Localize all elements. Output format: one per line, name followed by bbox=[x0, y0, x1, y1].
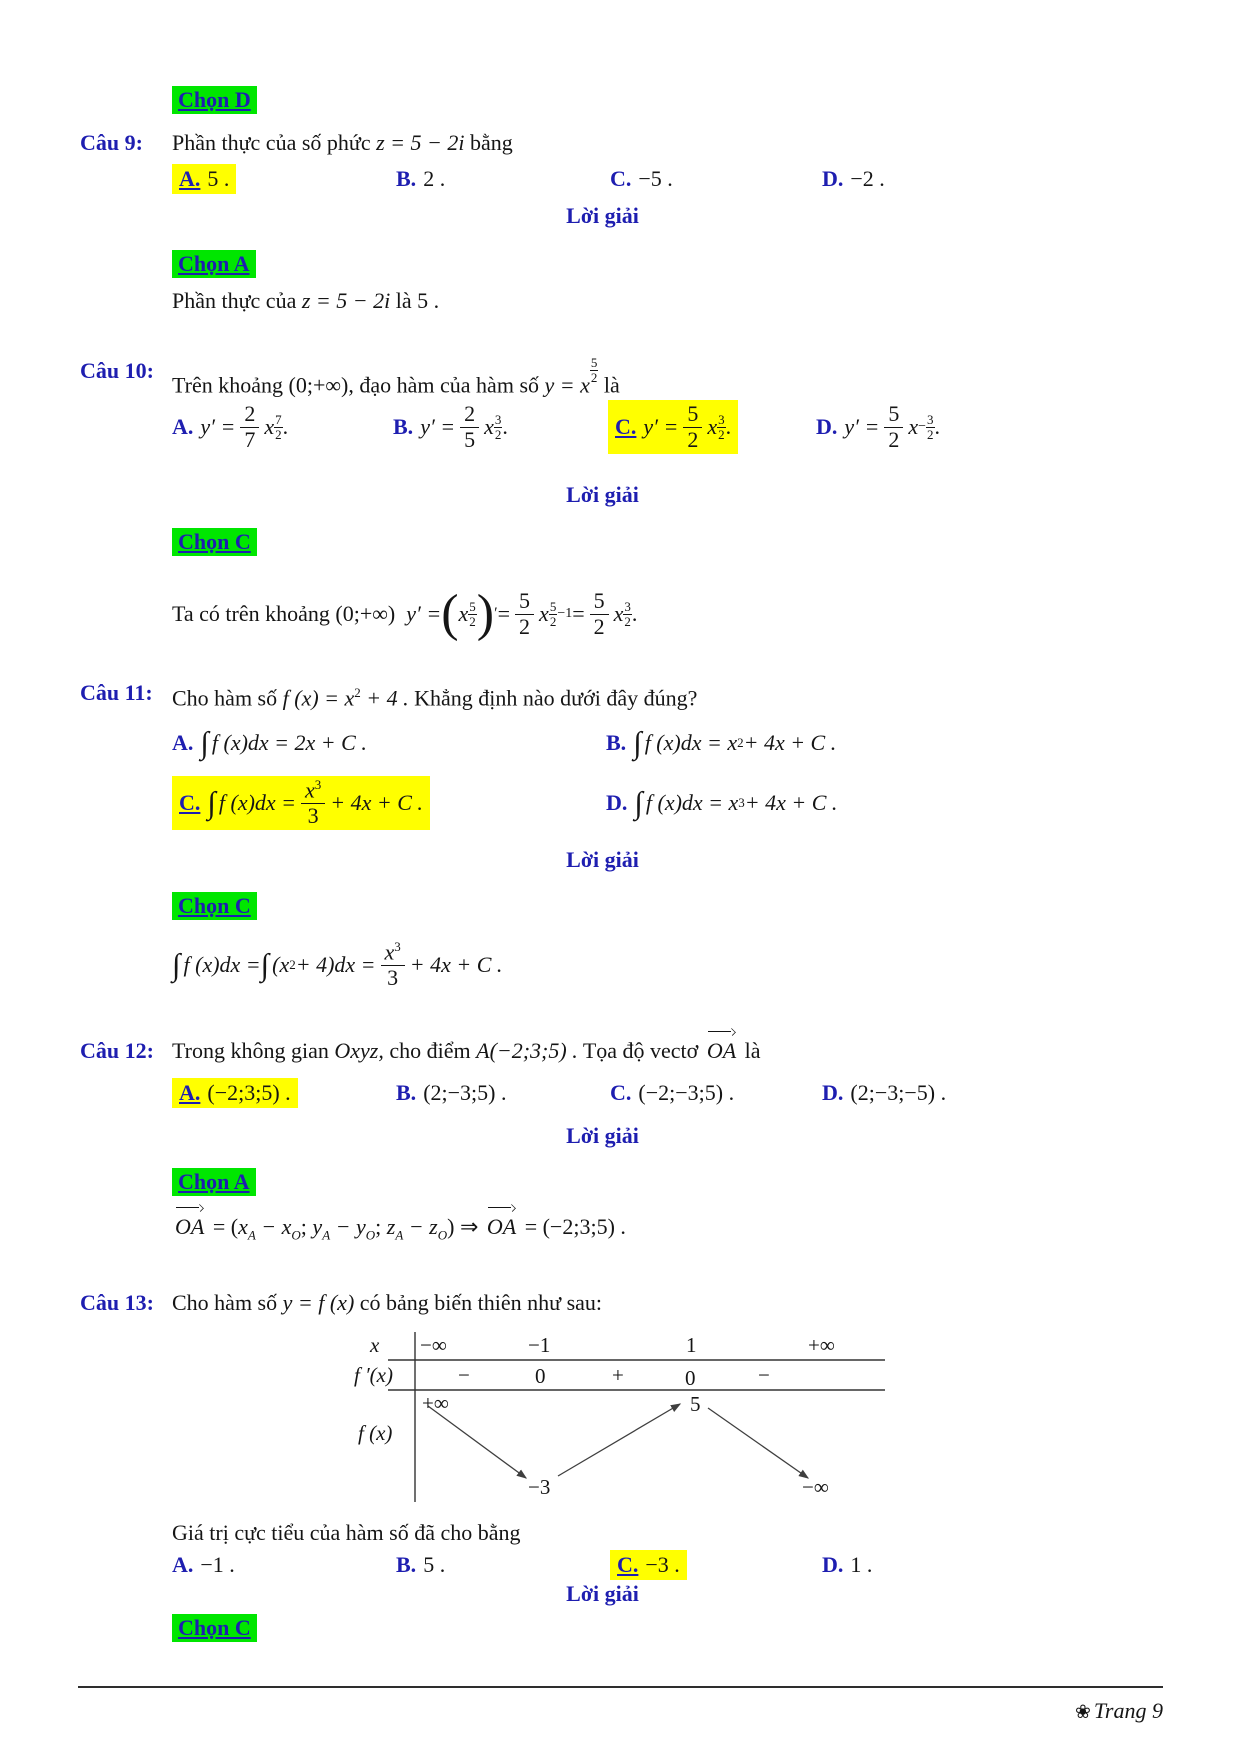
limit-top-left: +∞ bbox=[422, 1391, 449, 1415]
option-b-base: x bbox=[484, 414, 494, 439]
option-a-letter: A. bbox=[179, 166, 201, 191]
loi-giai-label: Lời giải bbox=[566, 482, 639, 507]
question-13 bbox=[80, 1288, 154, 1318]
chosen-answer-label: Chọn C bbox=[172, 1614, 257, 1642]
option-a-text: 5 . bbox=[207, 166, 230, 191]
sign: + bbox=[612, 1363, 624, 1387]
fraction: $\frac{5}{2}$ bbox=[590, 589, 609, 638]
option-a-letter: A. bbox=[172, 1552, 194, 1577]
option-c bbox=[610, 1080, 822, 1106]
option-d-letter: D. bbox=[822, 166, 844, 191]
chosen-answer-label: Chọn A bbox=[172, 250, 256, 278]
loi-giai-label: Lời giải bbox=[566, 203, 639, 228]
fraction: $\frac{x^3}{3}$ bbox=[301, 778, 325, 828]
solution-10-lead: y′ = bbox=[406, 601, 442, 626]
answer-11 bbox=[172, 892, 257, 920]
option-a-letter: A. bbox=[172, 414, 194, 439]
limit-bottom-right: −∞ bbox=[802, 1475, 829, 1499]
x-tick: −1 bbox=[528, 1333, 551, 1357]
vector-oa: OA bbox=[487, 1212, 516, 1242]
page-footer bbox=[860, 1698, 1163, 1724]
option-a-body: f (x)dx = 2x + C . bbox=[211, 730, 367, 755]
loi-giai-9 bbox=[80, 203, 1125, 229]
option-c-text: (−2;−3;5) . bbox=[638, 1080, 735, 1105]
fraction: $\frac{2}{5}$ bbox=[460, 402, 479, 451]
option-b: B. ∫ f (x)dx = x 2 + 4x + C . bbox=[606, 725, 837, 760]
question-10-pre: Trên khoảng bbox=[172, 372, 284, 398]
vector-oa: OA bbox=[175, 1212, 204, 1242]
option-b-letter: B. bbox=[393, 414, 414, 439]
question-12-point: A(−2;3;5) . bbox=[476, 1038, 578, 1063]
fraction: $\frac{5}{2}$ bbox=[884, 402, 903, 451]
question-13-post: Giá trị cực tiểu của hàm số đã cho bằng bbox=[172, 1520, 521, 1545]
sign: 0 bbox=[685, 1366, 696, 1390]
x-tick: −∞ bbox=[420, 1333, 447, 1357]
question-10-math: y = x bbox=[544, 372, 590, 398]
option-b-text: 5 . bbox=[423, 1552, 446, 1577]
correct-answer-highlight: C. y′ = $\frac{5}{2}$ x 3 2 . bbox=[608, 400, 738, 453]
correct-answer-highlight bbox=[172, 164, 236, 194]
solution-12: OA = ($x_A - x_O$; $y_A - y_O$; $z_A - z_O$) ⇒ OA = (−2;3;5) . bbox=[175, 1214, 626, 1243]
option-a-text: −1 . bbox=[200, 1552, 235, 1577]
solution-9-math: z = 5 − 2i bbox=[301, 288, 391, 313]
question-9 bbox=[80, 128, 143, 158]
question-11-pre: Cho hàm số bbox=[172, 685, 278, 711]
question-10-interval: (0;+∞) bbox=[288, 372, 349, 398]
local-max-value: 5 bbox=[690, 1392, 701, 1416]
exponent-fraction: 5 2 bbox=[549, 598, 557, 629]
chosen-answer-label: Chọn C bbox=[172, 528, 257, 556]
solution-11: ∫ f (x)dx = ∫ (x 2 + 4)dx = $\frac{x^3}{3}$ + 4x + C . bbox=[172, 939, 503, 990]
option-c bbox=[172, 776, 606, 830]
solution-10: Ta có trên khoảng (0;+∞) y′ = ( x 5 2 ) ′ = $\frac{5}{2}$ x 5 2 −1 = $\frac{5}{2}$ x 3 2 . bbox=[172, 585, 638, 642]
question-13-options bbox=[172, 1550, 1157, 1580]
question-13-text bbox=[172, 1288, 602, 1318]
x-tick: +∞ bbox=[808, 1333, 835, 1357]
correct-answer-highlight bbox=[172, 1078, 298, 1108]
loi-giai-11 bbox=[80, 847, 1125, 873]
question-9-text-suf: bằng bbox=[469, 130, 513, 155]
chosen-answer-label: Chọn C bbox=[172, 892, 257, 920]
exponent-fraction: 5 2 bbox=[469, 598, 476, 629]
question-9-text bbox=[172, 128, 513, 158]
option-c-base: x bbox=[707, 414, 718, 439]
question-11-suf: Khẳng định nào dưới đây đúng? bbox=[414, 685, 698, 711]
option-a-letter: A. bbox=[179, 1080, 201, 1105]
fraction: $\frac{5}{2}$ bbox=[683, 402, 702, 451]
option-c bbox=[608, 400, 816, 453]
option-a-letter: A. bbox=[172, 730, 194, 755]
loi-giai-10 bbox=[80, 482, 1125, 508]
option-b-letter: B. bbox=[396, 1080, 417, 1105]
fraction: $\frac{2}{7}$ bbox=[240, 402, 259, 451]
option-c-letter: C. bbox=[179, 789, 201, 815]
chosen-answer-label: Chọn A bbox=[172, 1168, 256, 1196]
option-d-letter: D. bbox=[816, 414, 838, 439]
option-b-letter: B. bbox=[396, 166, 417, 191]
option-c-letter: C. bbox=[615, 414, 637, 439]
question-11 bbox=[80, 678, 153, 708]
loi-giai-label: Lời giải bbox=[566, 1581, 639, 1606]
option-b bbox=[396, 1552, 610, 1578]
implies-arrow: ⇒ bbox=[459, 1214, 479, 1239]
option-a: A. ∫ f (x)dx = 2x + C . bbox=[172, 725, 367, 760]
solution-10-interval: (0;+∞) bbox=[335, 601, 396, 626]
option-b-text: 2 . bbox=[423, 166, 446, 191]
question-10-options bbox=[172, 398, 1157, 456]
option-c bbox=[610, 166, 822, 192]
sign: − bbox=[458, 1363, 470, 1387]
solution-10-pre: Ta có trên khoảng bbox=[172, 601, 330, 626]
option-c-lead: y′ = bbox=[643, 414, 679, 439]
fraction: $\frac{x^3}{3}$ bbox=[381, 940, 405, 990]
correct-answer-highlight bbox=[610, 1550, 687, 1580]
question-10-mid: , đạo hàm của hàm số bbox=[348, 372, 539, 398]
option-c-text: −3 . bbox=[645, 1552, 680, 1577]
row-label-f: f (x) bbox=[358, 1421, 393, 1445]
option-c-letter: C. bbox=[617, 1552, 639, 1577]
loi-giai-13 bbox=[80, 1581, 1125, 1607]
footer-divider bbox=[78, 1686, 1163, 1688]
option-c bbox=[610, 1550, 822, 1580]
correct-answer-highlight: C. ∫ f (x)dx = $\frac{x^3}{3}$ + 4x + C . bbox=[172, 776, 430, 830]
option-c-letter: C. bbox=[610, 1080, 632, 1105]
option-d-letter: D. bbox=[606, 790, 628, 815]
question-9-math: z = 5 − 2i bbox=[376, 130, 465, 155]
question-11-number: Câu 11: bbox=[80, 680, 153, 705]
variation-table bbox=[340, 1326, 920, 1516]
option-a-text: (−2;3;5) . bbox=[207, 1080, 291, 1105]
option-a-base: x bbox=[264, 414, 275, 439]
question-10-suf: là bbox=[603, 372, 620, 398]
question-13-number: Câu 13: bbox=[80, 1290, 154, 1315]
question-9-options bbox=[172, 164, 1157, 194]
option-c-letter: C. bbox=[610, 166, 632, 191]
local-min-value: −3 bbox=[528, 1475, 551, 1499]
option-d bbox=[822, 1080, 946, 1106]
answer-9 bbox=[172, 250, 256, 278]
question-9-number: Câu 9: bbox=[80, 130, 143, 155]
option-d-text: −2 . bbox=[850, 166, 885, 191]
option-b-letter: B. bbox=[606, 730, 627, 755]
loi-giai-12 bbox=[80, 1123, 1125, 1149]
question-11-options-cd bbox=[172, 764, 837, 842]
chosen-answer-label: Chọn D bbox=[172, 86, 257, 114]
florette-icon: ❀ bbox=[1074, 1701, 1091, 1723]
option-d-lead: y′ = bbox=[844, 414, 880, 439]
option-d bbox=[822, 1552, 872, 1578]
question-13-suf: có bảng biến thiên như sau: bbox=[359, 1290, 603, 1315]
option-b bbox=[396, 1080, 610, 1106]
exponent-fraction: $\frac{5}{2}$ bbox=[590, 355, 598, 385]
option-d-base: x bbox=[908, 414, 919, 439]
exponent-fraction: 3 2 bbox=[718, 411, 725, 442]
question-10-number: Câu 10: bbox=[80, 358, 154, 383]
option-a bbox=[172, 164, 396, 194]
sign: − bbox=[758, 1363, 770, 1387]
option-a bbox=[172, 1552, 396, 1578]
sign: 0 bbox=[535, 1364, 546, 1388]
question-10-text bbox=[172, 356, 620, 401]
solution-9 bbox=[172, 286, 439, 316]
row-label-x: x bbox=[370, 1333, 380, 1357]
exponent-fraction: $\frac{3}{2}$ bbox=[927, 411, 934, 442]
option-b: B. y′ = $\frac{2}{5}$ x 3 2 . bbox=[393, 401, 508, 452]
question-9-text-pre: Phần thực của số phức bbox=[172, 130, 371, 155]
option-b bbox=[396, 166, 610, 192]
question-13-pre: Cho hàm số bbox=[172, 1290, 278, 1315]
option-d-letter: D. bbox=[822, 1552, 844, 1577]
option-a bbox=[172, 1078, 396, 1108]
answer-10 bbox=[172, 528, 257, 556]
option-d-text: 1 . bbox=[850, 1552, 873, 1577]
question-10 bbox=[80, 356, 154, 386]
exponent-fraction: 3 2 bbox=[624, 598, 631, 629]
option-a: A. y′ = $\frac{2}{7}$ x 7 2 . bbox=[172, 401, 289, 452]
option-a-lead: y′ = bbox=[200, 414, 236, 439]
question-12-oxyz: Oxyz, bbox=[334, 1038, 384, 1063]
option-b-letter: B. bbox=[396, 1552, 417, 1577]
question-12-options bbox=[172, 1078, 1157, 1108]
solution-9-suf: là 5 . bbox=[395, 288, 440, 313]
loi-giai-label: Lời giải bbox=[566, 1123, 639, 1148]
question-13-math: y = f (x) bbox=[282, 1290, 355, 1315]
answer-chon-d bbox=[172, 86, 257, 114]
prime-mark: ′ bbox=[494, 605, 498, 622]
option-d-text: (2;−3;−5) . bbox=[850, 1080, 947, 1105]
option-d-letter: D. bbox=[822, 1080, 844, 1105]
option-d bbox=[822, 166, 885, 192]
answer-12 bbox=[172, 1168, 256, 1196]
question-11-options-ab bbox=[172, 722, 836, 764]
exponent-fraction: 7 2 bbox=[275, 411, 282, 442]
page-number-label: Trang 9 bbox=[1093, 1698, 1163, 1723]
question-12-number: Câu 12: bbox=[80, 1038, 154, 1063]
option-b-text: (2;−3;5) . bbox=[423, 1080, 507, 1105]
solution-9-pre: Phần thực của bbox=[172, 288, 297, 313]
question-12-text: Trong không gian Oxyz, cho điểm A(−2;3;5) . Tọa độ vectơ OA là bbox=[172, 1036, 761, 1066]
option-b-lead: y′ = bbox=[420, 414, 456, 439]
exponent-fraction: 3 2 bbox=[494, 411, 502, 442]
option-c-text: −5 . bbox=[638, 166, 673, 191]
row-label-fprime: f ′(x) bbox=[354, 1363, 393, 1387]
answer-13 bbox=[172, 1614, 257, 1642]
question-12 bbox=[80, 1036, 154, 1066]
x-tick: 1 bbox=[686, 1333, 697, 1357]
option-d: D. ∫ f (x)dx = x 3 + 4x + C . bbox=[606, 785, 838, 820]
option-d: D. y′ = $\frac{5}{2}$ x − $\frac{3}{2}$ . bbox=[816, 401, 940, 452]
vector-oa: OA bbox=[707, 1036, 736, 1066]
exponent-sign: − bbox=[918, 419, 926, 434]
exponent-tail: −1 bbox=[557, 606, 573, 621]
question-11-text: Cho hàm số f $(x) = x^2 + 4$ . Khẳng định nào dưới đây đúng? bbox=[172, 685, 698, 711]
loi-giai-label: Lời giải bbox=[566, 847, 639, 872]
question-12-pre: Trong không gian bbox=[172, 1038, 329, 1063]
fraction: $\frac{5}{2}$ bbox=[515, 589, 534, 638]
question-11-math: f (x) = x bbox=[282, 685, 355, 711]
